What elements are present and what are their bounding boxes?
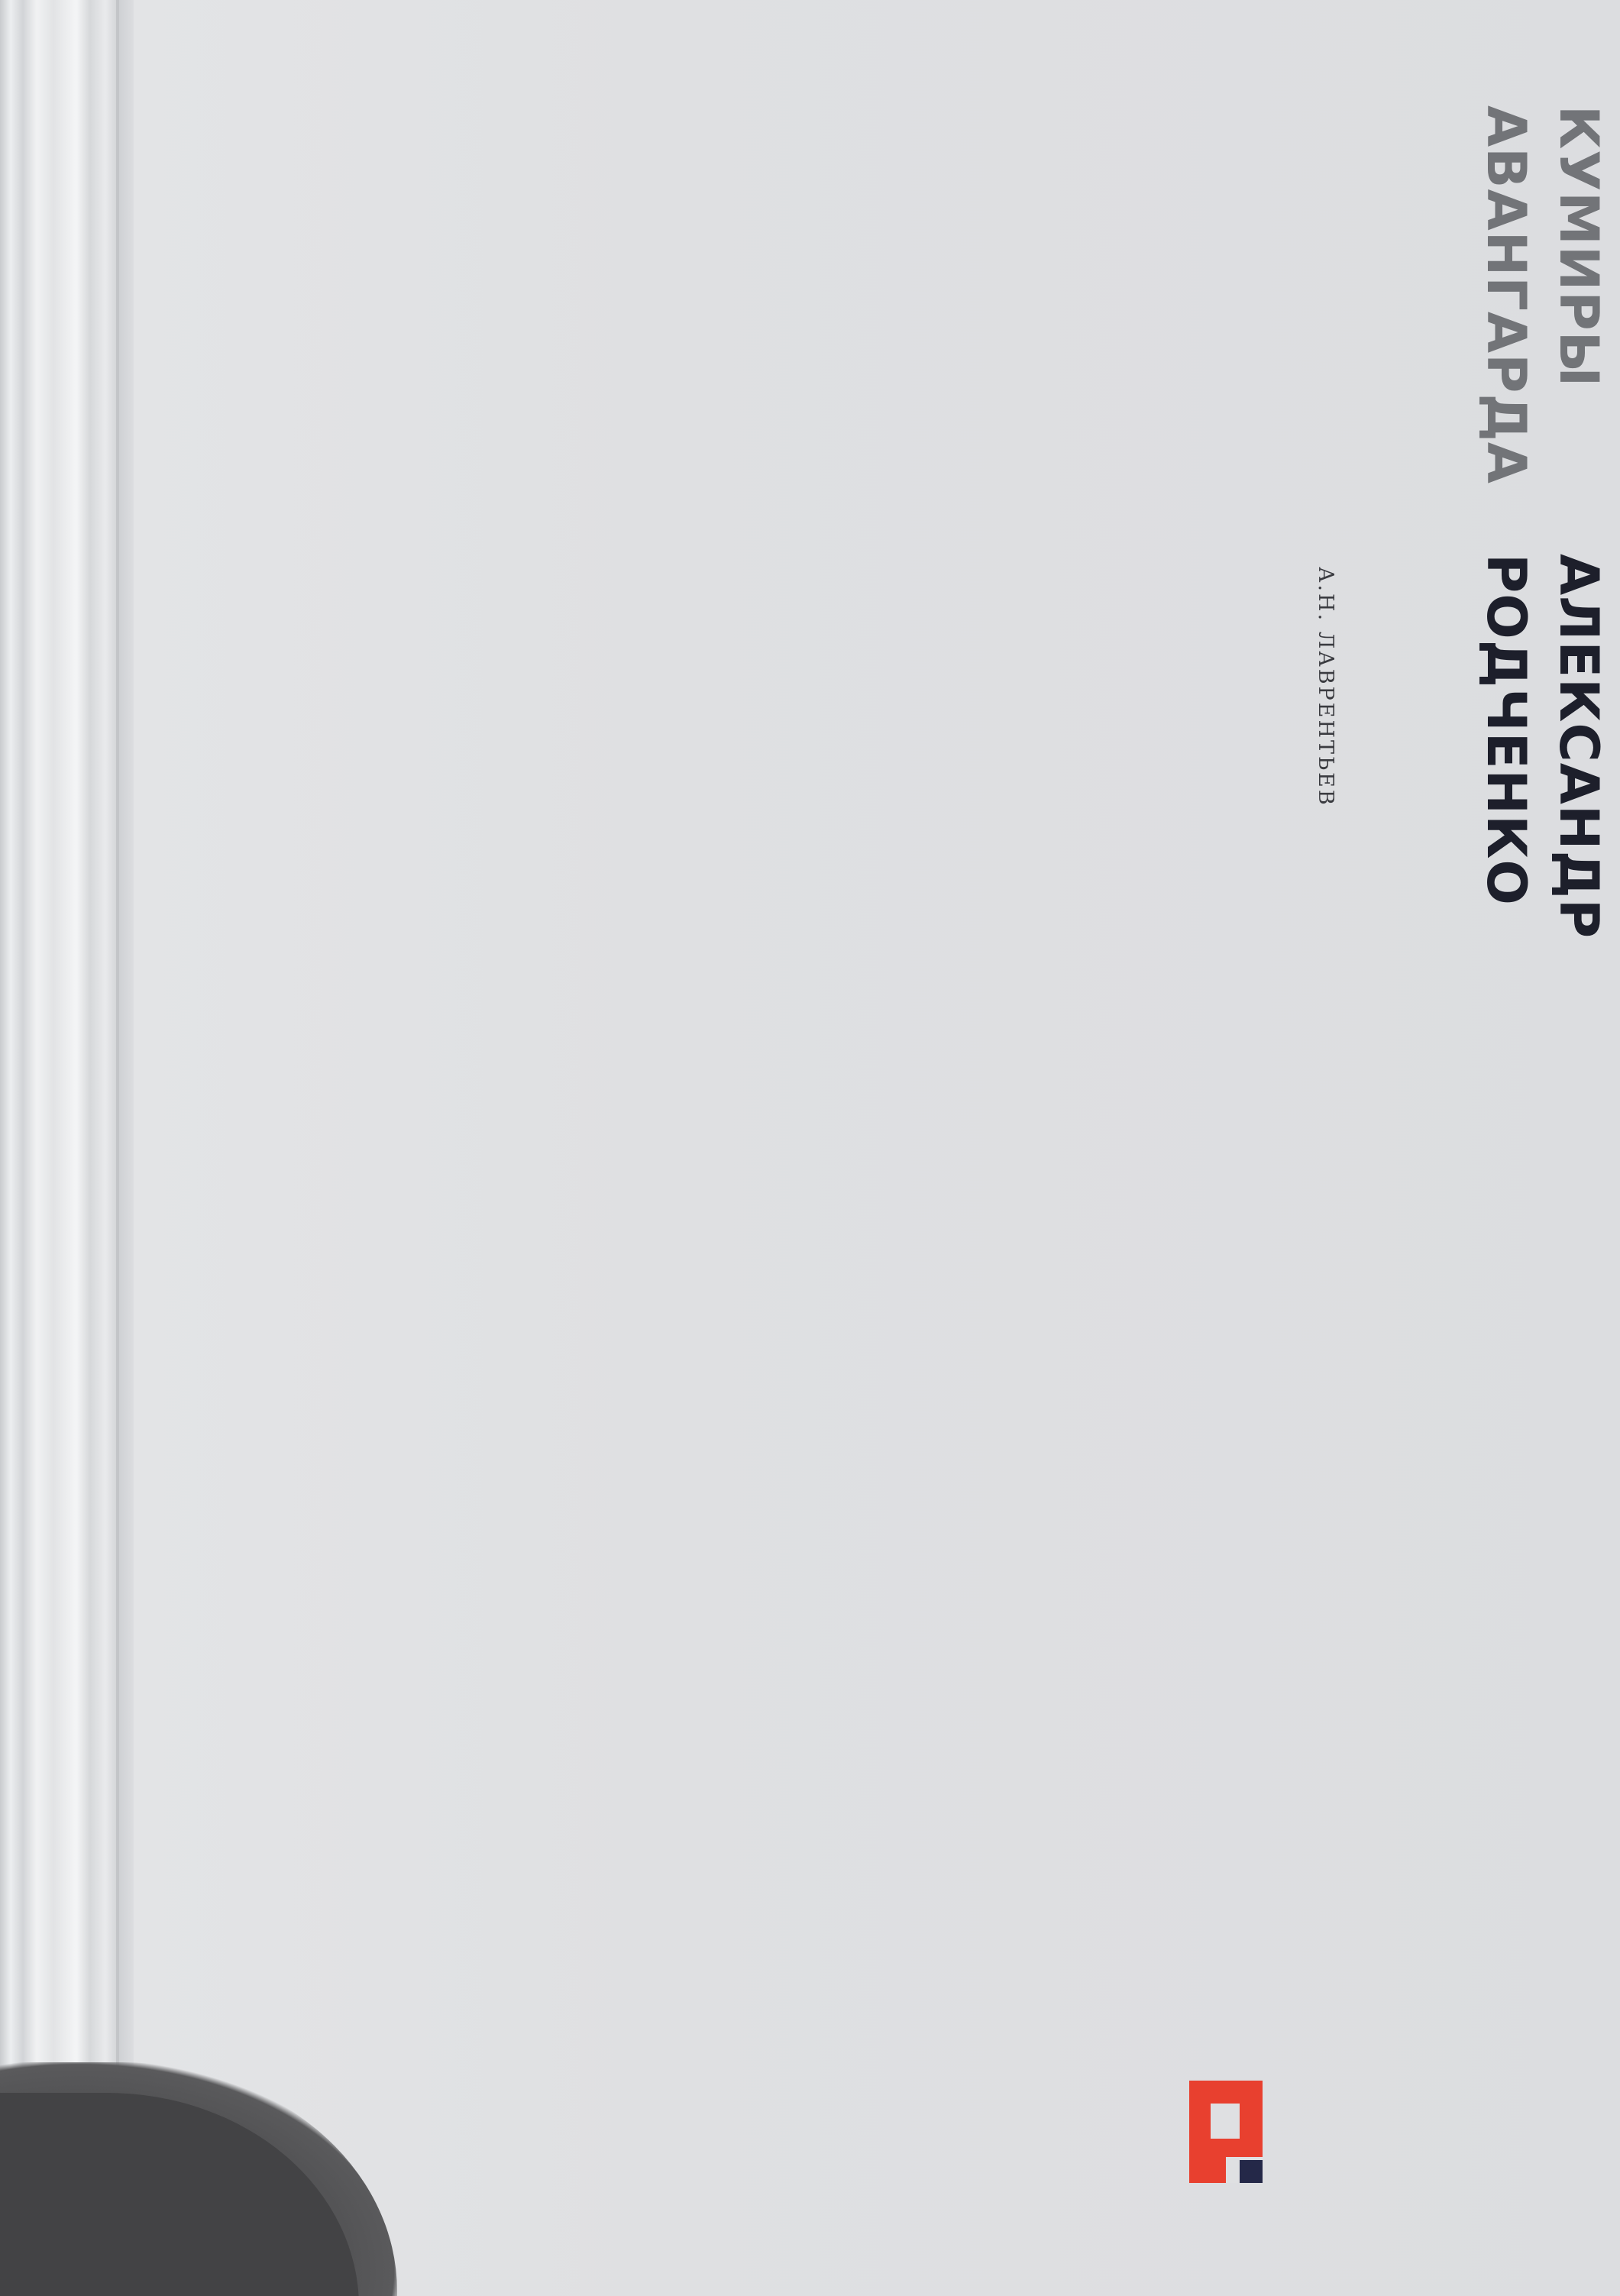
author-name: А.Н. ЛАВРЕНТЬЕВ	[1314, 567, 1337, 807]
photo-shadow	[0, 2093, 359, 2296]
series-title-line-1: КУМИРЫ	[1547, 105, 1610, 388]
book-title-line-1: АЛЕКСАНДР	[1547, 554, 1610, 939]
cover-hinge	[116, 0, 119, 2296]
series-title-line-2: АВАНГАРДА	[1475, 105, 1538, 484]
photo-fragment	[0, 2062, 397, 2296]
publisher-logo-icon	[1189, 2081, 1263, 2183]
logo-navy-square	[1240, 2160, 1263, 2183]
logo-notch	[1211, 2104, 1240, 2139]
book-title-line-2: РОДЧЕНКО	[1475, 554, 1538, 906]
book-spine	[0, 0, 134, 2296]
